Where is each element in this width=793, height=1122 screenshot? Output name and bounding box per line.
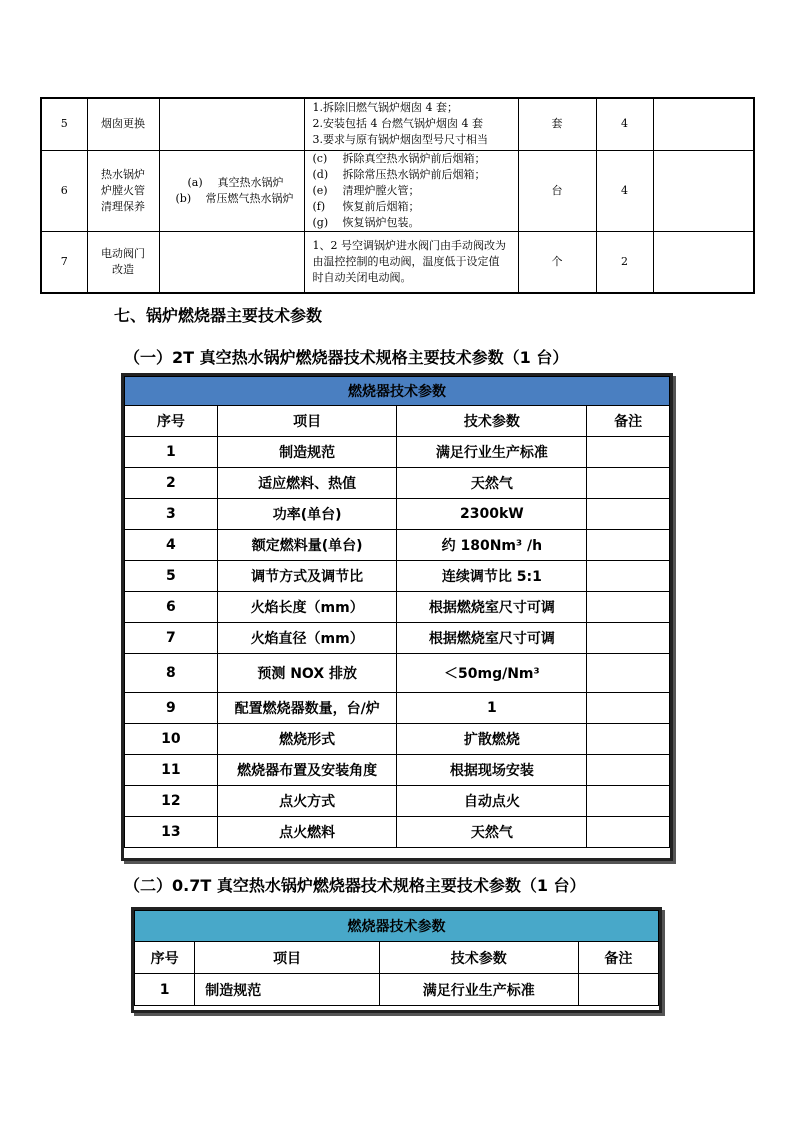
- row-no: 7: [41, 231, 87, 293]
- table-row: [41, 150, 754, 231]
- cell-remark: [587, 693, 670, 724]
- cell-no: 10: [125, 724, 218, 755]
- subsection-title-1: （一）2T 真空热水锅炉燃烧器技术规格主要技术参数（1 台）: [124, 348, 569, 367]
- cell-param: 自动点火: [397, 786, 587, 817]
- table-row: [125, 530, 670, 561]
- row-qty: 2: [596, 231, 653, 293]
- table-row: [125, 724, 670, 755]
- list-text: 恢复锅炉包装。: [342, 215, 420, 229]
- burner-table-2: [134, 910, 659, 1006]
- cell-no: 12: [125, 786, 218, 817]
- cell-remark: [587, 654, 670, 693]
- cell-remark: [587, 623, 670, 654]
- content-list-item: [313, 199, 518, 215]
- cell-item: 燃烧器布置及安装角度: [217, 755, 397, 786]
- content-line: 由温控控制的电动阀，温度低于设定值: [312, 254, 500, 268]
- cell-item: 额定燃料量(单台): [217, 530, 397, 561]
- header-item: 项目: [195, 942, 380, 974]
- work-items-table: [40, 97, 755, 294]
- cell-no: 7: [125, 623, 218, 654]
- cell-no: 9: [125, 693, 218, 724]
- list-marker: (d): [312, 167, 329, 181]
- row-name-line: 烟囱更换: [101, 117, 145, 131]
- row-name-line: 炉膛火管: [101, 183, 145, 197]
- cell-item: 制造规范: [217, 437, 397, 468]
- cell-remark: [587, 468, 670, 499]
- cell-item: 火焰长度（mm）: [217, 592, 397, 623]
- header-param: 技术参数: [397, 406, 587, 437]
- row-name-line: 电动阀门: [101, 246, 145, 260]
- cell-remark: [587, 499, 670, 530]
- model-list-item: [168, 191, 304, 207]
- content-line: 时自动关闭电动阀。: [312, 270, 412, 284]
- burner-table-2-body: [135, 974, 659, 1006]
- list-marker: (g): [312, 215, 329, 229]
- table-row: [125, 592, 670, 623]
- cell-param: 根据燃烧室尺寸可调: [397, 592, 587, 623]
- row-content: [304, 231, 518, 293]
- table-row: [125, 817, 670, 848]
- cell-item: 燃烧形式: [217, 724, 397, 755]
- content-line: 1、2 号空调锅炉进水阀门由手动阀改为: [312, 238, 506, 252]
- cell-item: 适应燃料、热值: [217, 468, 397, 499]
- cell-param: 天然气: [397, 817, 587, 848]
- table-row: [125, 654, 670, 693]
- content-line: 2.安装包括 4 台燃气锅炉烟囱 4 套: [312, 117, 483, 131]
- row-name-line: 热水锅炉: [101, 167, 145, 181]
- table-row: [135, 974, 659, 1006]
- burner-table-1-body: [125, 437, 670, 848]
- list-text: 拆除常压热水锅炉前后烟箱；: [342, 167, 486, 181]
- row-qty: 4: [596, 150, 653, 231]
- list-marker: (a): [187, 175, 203, 189]
- cell-param: 根据现场安装: [397, 755, 587, 786]
- cell-no: 6: [125, 592, 218, 623]
- cell-param: 约 180Nm³ /h: [397, 530, 587, 561]
- table-caption: 燃烧器技术参数: [125, 377, 670, 406]
- list-text: 常压燃气热水锅炉: [205, 191, 294, 205]
- header-remark: 备注: [587, 406, 670, 437]
- cell-no: 8: [125, 654, 218, 693]
- cell-remark: [587, 786, 670, 817]
- list-text: 真空热水锅炉: [217, 175, 284, 189]
- table-row: [125, 561, 670, 592]
- row-name: [87, 231, 159, 293]
- row-name-line: 改造: [112, 262, 134, 276]
- table-row: [125, 499, 670, 530]
- burner-table-1: [124, 376, 670, 848]
- cell-no: 3: [125, 499, 218, 530]
- cell-item: 点火燃料: [217, 817, 397, 848]
- table-row: [125, 786, 670, 817]
- header-no: 序号: [125, 406, 218, 437]
- row-name-line: 清理保养: [101, 199, 145, 213]
- list-text: 恢复前后烟箱；: [342, 199, 420, 213]
- cell-no: 5: [125, 561, 218, 592]
- cell-param: 2300kW: [397, 499, 587, 530]
- cell-no: 4: [125, 530, 218, 561]
- cell-no: 11: [125, 755, 218, 786]
- list-marker: (f): [312, 199, 326, 213]
- row-content: [304, 98, 518, 150]
- content-list-item: [313, 183, 518, 199]
- list-marker: (c): [312, 151, 328, 165]
- row-unit: 个: [518, 231, 596, 293]
- cell-remark: [587, 817, 670, 848]
- row-unit: 套: [518, 98, 596, 150]
- cell-item: 调节方式及调节比: [217, 561, 397, 592]
- header-param: 技术参数: [379, 942, 578, 974]
- table-row: [125, 755, 670, 786]
- cell-remark: [587, 755, 670, 786]
- content-list-item: [313, 151, 518, 167]
- model-list-item: [168, 175, 304, 191]
- cell-param: 根据燃烧室尺寸可调: [397, 623, 587, 654]
- subsection-title-2: （二）0.7T 真空热水锅炉燃烧器技术规格主要技术参数（1 台）: [124, 876, 586, 895]
- list-marker: (e): [312, 183, 328, 197]
- cell-no: 2: [125, 468, 218, 499]
- row-remark: [653, 98, 754, 150]
- burner-params-table-2: [131, 907, 662, 1013]
- cell-remark: [587, 530, 670, 561]
- cell-item: 功率(单台): [217, 499, 397, 530]
- row-no: 5: [41, 98, 87, 150]
- table-row: [125, 437, 670, 468]
- cell-param: 1: [397, 693, 587, 724]
- table-row: [125, 693, 670, 724]
- burner-params-table-1: [121, 373, 673, 861]
- row-remark: [653, 150, 754, 231]
- row-no: 6: [41, 150, 87, 231]
- content-line: 1.拆除旧燃气锅炉烟囱 4 套；: [312, 101, 458, 115]
- row-model: [159, 98, 304, 150]
- header-item: 项目: [217, 406, 397, 437]
- row-remark: [653, 231, 754, 293]
- list-marker: (b): [175, 191, 192, 205]
- content-list-item: [313, 215, 518, 231]
- table-caption: 燃烧器技术参数: [135, 911, 659, 942]
- table-row: [125, 468, 670, 499]
- cell-param: ＜50mg/Nm³: [397, 654, 587, 693]
- content-list-item: [313, 167, 518, 183]
- list-text: 拆除真空热水锅炉前后烟箱；: [342, 151, 486, 165]
- cell-param: 连续调节比 5:1: [397, 561, 587, 592]
- cell-remark: [587, 592, 670, 623]
- table-row: [125, 623, 670, 654]
- section-title: 七、锅炉燃烧器主要技术参数: [114, 306, 323, 325]
- cell-no: 1: [125, 437, 218, 468]
- cell-param: 天然气: [397, 468, 587, 499]
- cell-remark: [587, 437, 670, 468]
- cell-param: 满足行业生产标准: [379, 974, 578, 1006]
- row-name: [87, 98, 159, 150]
- cell-item: 制造规范: [195, 974, 380, 1006]
- cell-remark: [578, 974, 658, 1006]
- table-row: [41, 231, 754, 293]
- cell-item: 预测 NOX 排放: [217, 654, 397, 693]
- row-unit: 台: [518, 150, 596, 231]
- table-row: [41, 98, 754, 150]
- row-content: [304, 150, 518, 231]
- row-qty: 4: [596, 98, 653, 150]
- cell-item: 配置燃烧器数量，台/炉: [217, 693, 397, 724]
- cell-remark: [587, 561, 670, 592]
- work-items-body: [41, 98, 754, 293]
- list-text: 清理炉膛火管；: [342, 183, 420, 197]
- row-model: [159, 231, 304, 293]
- cell-item: 火焰直径（mm）: [217, 623, 397, 654]
- cell-no: 1: [135, 974, 195, 1006]
- header-remark: 备注: [578, 942, 658, 974]
- cell-param: 扩散燃烧: [397, 724, 587, 755]
- cell-no: 13: [125, 817, 218, 848]
- cell-item: 点火方式: [217, 786, 397, 817]
- cell-param: 满足行业生产标准: [397, 437, 587, 468]
- cell-remark: [587, 724, 670, 755]
- row-name: [87, 150, 159, 231]
- header-no: 序号: [135, 942, 195, 974]
- content-line: 3.要求与原有锅炉烟囱型号尺寸相当: [312, 133, 488, 147]
- row-model: [159, 150, 304, 231]
